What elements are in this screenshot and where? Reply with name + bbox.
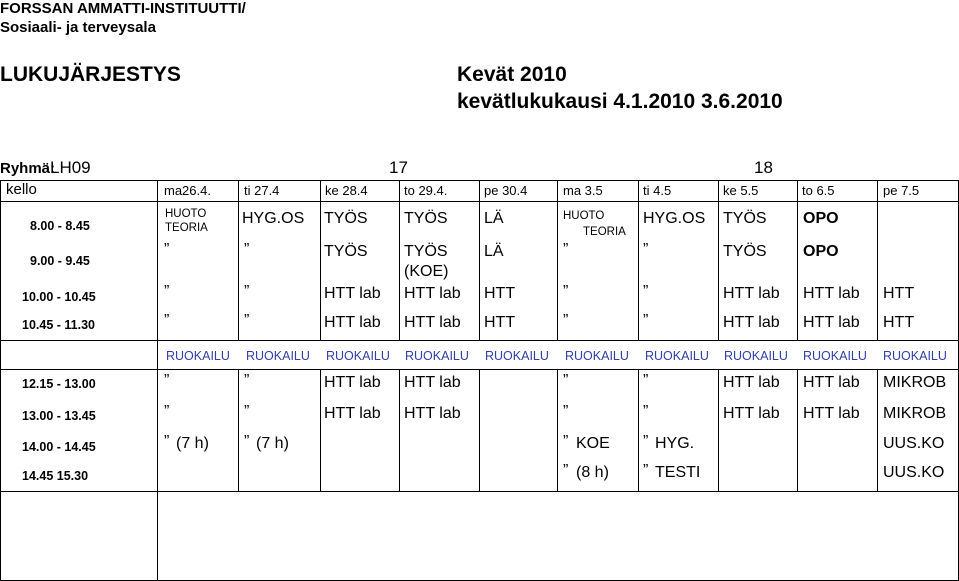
cell-text: HTT lab: [324, 314, 381, 331]
ditto-mark: ”: [164, 372, 170, 389]
cell-text: TYÖS: [404, 210, 448, 227]
grid-line: [238, 369, 239, 491]
grid-line: [479, 369, 480, 491]
cell-text: (7 h): [176, 435, 209, 452]
cell-text: HTT lab: [324, 374, 381, 391]
ditto-mark: ”: [244, 312, 250, 329]
grid-line: [557, 369, 558, 491]
cell-text: UUS.KO: [883, 435, 945, 452]
cell-text: UUS.KO: [883, 464, 945, 481]
cell-text: HTT lab: [324, 285, 381, 302]
grid-line: [320, 369, 321, 491]
grid-line: [0, 491, 959, 492]
ditto-mark: ”: [643, 241, 649, 258]
grid-line: [320, 180, 321, 340]
ditto-mark: ”: [563, 462, 569, 479]
week-number-1: 17: [389, 158, 408, 177]
lunch-label: RUOKAILU: [565, 349, 629, 363]
cell-text: HTT: [484, 314, 516, 331]
ditto-mark: ”: [643, 433, 649, 450]
time-slot: 8.00 - 8.45: [30, 219, 90, 233]
ditto-mark: ”: [643, 462, 649, 479]
day-header: pe 30.4: [484, 183, 528, 198]
day-header: ke 28.4: [325, 183, 368, 198]
week-number-2: 18: [754, 158, 773, 177]
grid-line: [638, 369, 639, 491]
cell-text: HTT: [883, 285, 915, 302]
grid-line: [157, 180, 158, 581]
cell-text: HTT: [484, 285, 516, 302]
grid-line: [797, 180, 798, 340]
cell-text: HYG.: [655, 435, 695, 452]
time-slot: 14.00 - 14.45: [22, 440, 96, 454]
time-slot: 9.00 - 9.45: [30, 254, 90, 268]
day-header: pe 7.5: [883, 183, 920, 198]
cell-text: TEORIA: [583, 226, 626, 238]
cell-text: (8 h): [576, 464, 609, 481]
grid-line: [238, 180, 239, 340]
group-label: Ryhmä:: [0, 160, 56, 177]
cell-text: TYÖS: [404, 243, 448, 260]
day-header: to 29.4.: [404, 183, 448, 198]
cell-text: HTT lab: [723, 314, 780, 331]
term-title: Kevät 2010: [457, 63, 567, 86]
time-column-header: kello: [6, 181, 37, 198]
ditto-mark: ”: [244, 403, 250, 420]
ditto-mark: ”: [164, 312, 170, 329]
ditto-mark: ”: [643, 283, 649, 300]
lunch-label: RUOKAILU: [803, 349, 867, 363]
day-header: ti 27.4: [244, 183, 280, 198]
cell-text: HTT lab: [723, 405, 780, 422]
lunch-label: RUOKAILU: [405, 349, 469, 363]
cell-text: HTT lab: [803, 285, 860, 302]
ditto-mark: ”: [244, 372, 250, 389]
time-slot: 14.45 15.30: [22, 469, 89, 483]
page-title: LUKUJÄRJESTYS: [0, 63, 181, 86]
lunch-label: RUOKAILU: [326, 349, 390, 363]
cell-text: HTT lab: [404, 405, 461, 422]
day-header: ma26.4.: [164, 183, 211, 198]
cell-text: HYG.OS: [643, 210, 706, 227]
day-header: ke 5.5: [723, 183, 759, 198]
cell-text: HTT lab: [723, 285, 780, 302]
lunch-label: RUOKAILU: [246, 349, 310, 363]
grid-line: [797, 369, 798, 491]
grid-line: [718, 369, 719, 491]
ditto-mark: ”: [563, 241, 569, 258]
cell-text: (KOE): [404, 263, 449, 280]
grid-line: [0, 340, 959, 341]
cell-text: LÄ: [484, 243, 504, 260]
cell-text: HYG.OS: [242, 210, 305, 227]
lunch-label: RUOKAILU: [883, 349, 947, 363]
grid-line: [399, 180, 400, 340]
ditto-mark: ”: [563, 433, 569, 450]
cell-text: MIKROB: [883, 405, 947, 422]
cell-text: TESTI: [655, 464, 701, 481]
grid-line: [877, 180, 878, 340]
cell-text: LÄ: [484, 210, 504, 227]
ditto-mark: ”: [563, 312, 569, 329]
cell-text: HTT lab: [404, 285, 461, 302]
ditto-mark: ”: [244, 433, 250, 450]
lunch-label: RUOKAILU: [485, 349, 549, 363]
cell-text: HTT lab: [803, 374, 860, 391]
cell-text: HTT lab: [803, 405, 860, 422]
cell-text: HTT: [883, 314, 915, 331]
time-slot: 13.00 - 13.45: [22, 409, 96, 423]
ditto-mark: ”: [164, 283, 170, 300]
cell-text: TYÖS: [723, 243, 767, 260]
ditto-mark: ”: [164, 241, 170, 258]
ditto-mark: ”: [244, 283, 250, 300]
ditto-mark: ”: [643, 312, 649, 329]
ditto-mark: ”: [563, 283, 569, 300]
time-slot: 10.00 - 10.45: [22, 290, 96, 304]
cell-text: HTT lab: [324, 405, 381, 422]
lunch-label: RUOKAILU: [724, 349, 788, 363]
org-name: FORSSAN AMMATTI-INSTITUUTTI/: [0, 0, 246, 17]
cell-text: HTT lab: [803, 314, 860, 331]
ditto-mark: ”: [563, 372, 569, 389]
cell-text: HTT lab: [723, 374, 780, 391]
cell-text: TYÖS: [723, 210, 767, 227]
cell-text: HTT lab: [404, 314, 461, 331]
time-slot: 10.45 - 11.30: [22, 318, 95, 332]
grid-line: [638, 180, 639, 340]
day-header: to 6.5: [802, 183, 835, 198]
cell-text: TEORIA: [165, 222, 208, 234]
ditto-mark: ”: [164, 403, 170, 420]
day-header: ma 3.5: [563, 183, 603, 198]
grid-line: [399, 369, 400, 491]
cell-text: KOE: [576, 435, 610, 452]
org-unit: Sosiaali- ja terveysala: [0, 19, 156, 36]
cell-text: TYÖS: [324, 210, 368, 227]
grid-line: [718, 180, 719, 340]
cell-text: (7 h): [256, 435, 289, 452]
grid-line: [479, 180, 480, 340]
cell-text: HTT lab: [404, 374, 461, 391]
grid-line: [557, 180, 558, 340]
cell-text: OPO: [803, 210, 839, 227]
day-header: ti 4.5: [643, 183, 672, 198]
cell-text: MIKROB: [883, 374, 947, 391]
ditto-mark: ”: [244, 241, 250, 258]
time-slot: 12.15 - 13.00: [22, 377, 96, 391]
lunch-label: RUOKAILU: [645, 349, 709, 363]
grid-line: [0, 180, 1, 581]
ditto-mark: ”: [643, 403, 649, 420]
ditto-mark: ”: [563, 403, 569, 420]
cell-text: OPO: [803, 243, 839, 260]
grid-line: [877, 369, 878, 491]
cell-text: HUOTO: [165, 208, 207, 220]
term-dates: kevätlukukausi 4.1.2010 3.6.2010: [457, 90, 783, 113]
ditto-mark: ”: [164, 433, 170, 450]
lunch-label: RUOKAILU: [166, 349, 230, 363]
ditto-mark: ”: [643, 372, 649, 389]
cell-text: TYÖS: [324, 243, 368, 260]
cell-text: HUOTO: [563, 210, 605, 222]
group-value: LH09: [50, 158, 91, 177]
